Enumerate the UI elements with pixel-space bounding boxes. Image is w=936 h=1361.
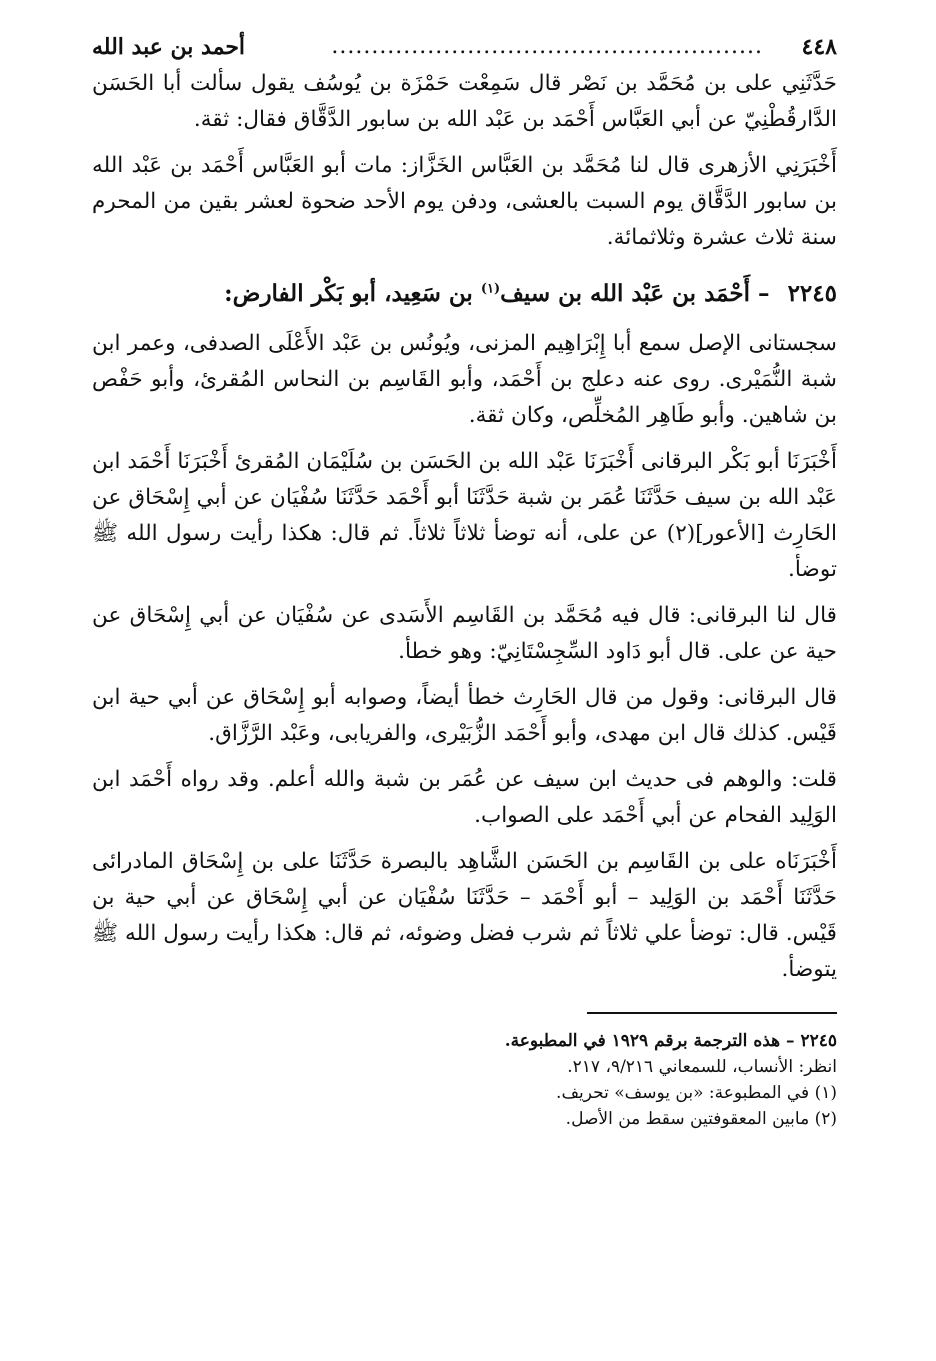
entry-title-part: بن سَعِيد، أبو بَكْر الفارض: — [224, 280, 473, 307]
footnotes — [92, 1028, 837, 1132]
running-title: أحمد بن عبد الله — [92, 34, 246, 60]
document-page — [92, 28, 837, 1338]
paragraph: قال البرقانى: وقول من قال الحَارِث خطأ أيضاً، وصوابه أبو إِسْحَاق عن أبي حية ابن قَيْس. كذلك قال ابن مهدى، وأبو أَحْمَد الزُّبَيْرى، والفريابى، وعَبْد الرَّزَّاق. — [92, 685, 837, 746]
footnote: (١) في المطبوعة: «بن يوسف» تحريف. — [556, 1083, 837, 1103]
paragraph: أَخْبَرَنِي الأزهرى قال لنا مُحَمَّد بن العَبَّاس الخَزَّاز: مات أبو العَبَّاس أَحْمَد بن عَبْد الله بن سابور الدَّقَّاق يوم السبت بالعشى، ودفن يوم الأحد ضحوة لعشر بقين من المحرم سنة ثلاث عشرة وثلاثمائة. — [92, 153, 837, 250]
paragraph: أَخْبَرَنَاه على بن القَاسِم بن الحَسَن الشَّاهِد بالبصرة حَدَّثَنَا على بن إِسْحَاق المادرائى حَدَّثَنَا أَحْمَد بن الوَلِيد – أبو أَحْمَد – حَدَّثَنَا سُفْيَان عن أبي إِسْحَاق عن أبي حية بن قَيْس. قال: توضأ علي ثلاثاً ثم شرب فضل وضوئه، ثم قال: هكذا رأيت رسول الله ﷺ يتوضأ. — [92, 849, 837, 982]
entry-number: ٢٢٤٥ — [787, 280, 837, 307]
paragraph: قلت: والوهم فى حديث ابن سيف عن عُمَر بن شبة والله أعلم. وقد رواه أَحْمَد ابن الوَلِيد الفحام عن أبي أَحْمَد على الصواب. — [92, 767, 837, 828]
footnote: انظر: الأنساب، للسمعاني ٩/٢١٦، ٢١٧. — [567, 1057, 837, 1077]
footnote: (٢) مابين المعقوفتين سقط من الأصل. — [565, 1109, 837, 1129]
page-number: ٤٤٨ — [801, 34, 837, 60]
paragraph: قال لنا البرقانى: قال فيه مُحَمَّد بن القَاسِم الأَسَدى عن سُفْيَان عن أبي إِسْحَاق عن حية عن على. قال أبو دَاود السِّجِسْتَانِيّ: وهو خطأ. — [92, 603, 837, 664]
footnote-separator — [587, 1012, 837, 1014]
paragraph: سجستانى الإصل سمع أبا إِبْرَاهِيم المزنى، ويُونُس بن عَبْد الأَعْلَى الصدفى، وعمر ابن شبة النُّمَيْرى. روى عنه دعلج بن أَحْمَد، وأبو القَاسِم بن النحاس المُقرئ، وأبو حَفْص بن شاهين. وأبو طَاهِر المُخلِّص، وكان ثقة. — [92, 331, 837, 428]
page-header — [92, 28, 837, 66]
entry-title-part: – أَحْمَد بن عَبْد الله بن سيف — [500, 280, 770, 307]
paragraph: أَخْبَرَنَا أبو بَكْر البرقانى أَخْبَرَنَا عَبْد الله بن الحَسَن بن سُلَيْمَان المُقرئ أَخْبَرَنَا أَحْمَد ابن عَبْد الله بن سيف حَدَّثَنَا عُمَر بن شبة حَدَّثَنَا أبو أَحْمَد حَدَّثَنَا سُفْيَان عن أبي إِسْحَاق عن الحَارِث [الأعور](٢) عن على، أنه توضأ ثلاثاً ثلاثاً. ثم قال: هكذا رأيت رسول الله ﷺ توضأ. — [92, 449, 837, 582]
entry-heading — [92, 274, 837, 314]
paragraph: حَدَّثَنِي على بن مُحَمَّد بن نَصْر قال سَمِعْت حَمْزَة بن يُوسُف يقول سألت أبا الحَسَن الدَّارقُطْنِيّ عن أبي العَبَّاس أَحْمَد بن عَبْد الله بن سابور الدَّقَّاق فقال: ثقة. — [92, 71, 837, 132]
footnote: ٢٢٤٥ – هذه الترجمة برقم ١٩٢٩ في المطبوعة. — [504, 1031, 837, 1051]
footnote-ref: (١) — [480, 281, 501, 297]
header-dots: ...................................................... — [331, 34, 763, 59]
